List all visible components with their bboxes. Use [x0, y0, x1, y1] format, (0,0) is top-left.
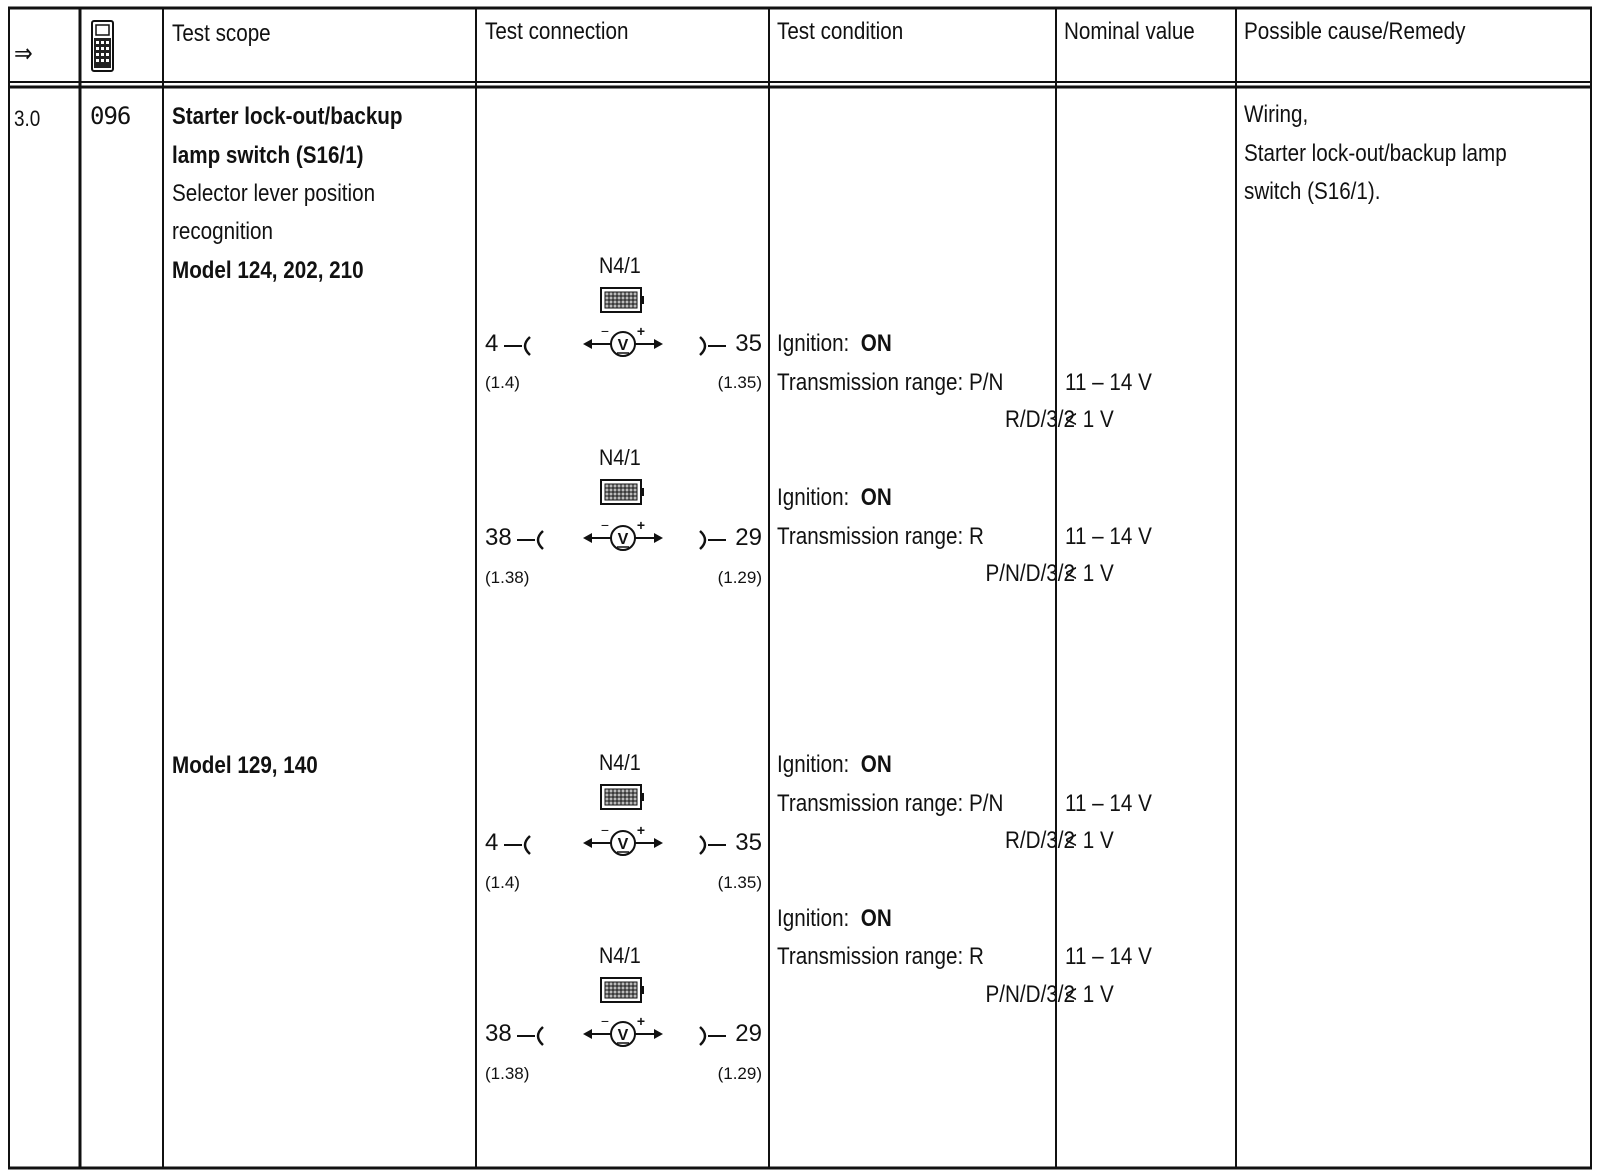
voltmeter-icon [581, 520, 665, 554]
device-label: N4/1 [599, 943, 641, 968]
svg-text:+: + [636, 520, 646, 533]
header-possible-cause: Possible cause/Remedy [1244, 18, 1466, 45]
left-pin-number: 38 [485, 524, 512, 551]
nominal-value-high: 11 – 14 V [1065, 943, 1152, 970]
control-unit-icon [599, 478, 645, 508]
header-test-connection: Test connection [485, 18, 629, 45]
left-pin-number: 4 [485, 829, 499, 856]
left-pin-reference: (1.38) [485, 568, 530, 587]
model-label-a: Model 124, 202, 210 [172, 257, 364, 284]
transmission-range-condition: Transmission range: R [777, 943, 984, 970]
transmission-range-condition: Transmission range: R [777, 523, 984, 550]
device-label: N4/1 [599, 445, 641, 470]
svg-text:+: + [636, 1016, 646, 1029]
ignition-label: Ignition: [777, 905, 861, 932]
left-pin-reference: (1.4) [485, 373, 520, 392]
svg-text:−: − [600, 825, 610, 838]
ignition-value: ON [860, 330, 892, 357]
voltmeter-icon [581, 326, 665, 360]
nominal-value-low: < 1 V [1065, 406, 1114, 433]
left-socket-icon [515, 1024, 547, 1048]
transmission-range-condition: Transmission range: P/N [777, 369, 1004, 396]
nominal-value-low: < 1 V [1065, 827, 1114, 854]
header-test-scope: Test scope [172, 20, 271, 47]
nominal-value-low: < 1 V [1065, 560, 1114, 587]
right-socket-icon [696, 1024, 728, 1048]
left-pin-number: 4 [485, 330, 499, 357]
header-nominal-value: Nominal value [1064, 18, 1195, 45]
voltmeter-icon [581, 825, 665, 859]
right-pin-number: 29 [735, 524, 762, 551]
transmission-range-condition: Transmission range: P/N [777, 790, 1004, 817]
ignition-value: ON [860, 484, 892, 511]
nominal-value-high: 11 – 14 V [1065, 790, 1152, 817]
svg-text:+: + [636, 326, 646, 339]
right-pin-reference: (1.35) [717, 373, 762, 392]
right-pin-number: 35 [735, 330, 762, 357]
ignition-condition [777, 751, 892, 779]
svg-text:V: V [617, 531, 629, 548]
remedy-line-1: Wiring, [1244, 101, 1309, 128]
right-pin-reference: (1.29) [717, 568, 762, 587]
nominal-value-high: 11 – 14 V [1065, 369, 1152, 396]
svg-text:−: − [600, 326, 610, 339]
header-test-condition: Test condition [777, 18, 904, 45]
scope-title-line-2: lamp switch (S16/1) [172, 142, 364, 169]
right-pin-number: 35 [735, 829, 762, 856]
control-unit-icon [599, 783, 645, 813]
control-unit-icon [599, 286, 645, 316]
ignition-condition [777, 905, 892, 933]
voltmeter-icon [581, 1016, 665, 1050]
left-socket-icon [502, 833, 534, 857]
step-number: 3.0 [14, 106, 41, 131]
left-pin-number: 38 [485, 1020, 512, 1047]
ignition-value: ON [860, 751, 892, 778]
right-socket-icon [696, 334, 728, 358]
right-pin-number: 29 [735, 1020, 762, 1047]
svg-text:−: − [600, 1016, 610, 1029]
ignition-value: ON [860, 905, 892, 932]
left-pin-reference: (1.4) [485, 873, 520, 892]
tester-icon [90, 20, 116, 72]
remedy-line-3: switch (S16/1). [1244, 178, 1381, 205]
model-label-b: Model 129, 140 [172, 752, 318, 779]
left-socket-icon [502, 334, 534, 358]
svg-text:V: V [617, 337, 629, 354]
control-unit-icon [599, 976, 645, 1006]
right-pin-reference: (1.29) [717, 1064, 762, 1083]
test-code: 096 [90, 102, 131, 130]
svg-text:−: − [600, 520, 610, 533]
ignition-label: Ignition: [777, 751, 861, 778]
nominal-value-high: 11 – 14 V [1065, 523, 1152, 550]
remedy-line-2: Starter lock-out/backup lamp [1244, 140, 1507, 167]
scope-subtitle-line-2: recognition [172, 218, 273, 245]
scope-title-line-1: Starter lock-out/backup [172, 103, 403, 130]
transmission-range-alternate: R/D/3/2 [1005, 406, 1075, 433]
nominal-value-low: < 1 V [1065, 981, 1114, 1008]
ignition-label: Ignition: [777, 330, 861, 357]
transmission-range-alternate: R/D/3/2 [1005, 827, 1075, 854]
right-socket-icon [696, 833, 728, 857]
ignition-condition [777, 330, 892, 358]
left-pin-reference: (1.38) [485, 1064, 530, 1083]
transmission-range-alternate: P/N/D/3/2 [985, 560, 1075, 587]
device-label: N4/1 [599, 750, 641, 775]
transmission-range-alternate: P/N/D/3/2 [985, 981, 1075, 1008]
left-socket-icon [515, 528, 547, 552]
right-pin-reference: (1.35) [717, 873, 762, 892]
scope-subtitle-line-1: Selector lever position [172, 180, 376, 207]
right-socket-icon [696, 528, 728, 552]
svg-text:+: + [636, 825, 646, 838]
header-arrow: ⇒ [14, 38, 33, 68]
device-label: N4/1 [599, 253, 641, 278]
ignition-label: Ignition: [777, 484, 861, 511]
svg-text:V: V [617, 1027, 629, 1044]
ignition-condition [777, 484, 892, 512]
svg-text:V: V [617, 836, 629, 853]
